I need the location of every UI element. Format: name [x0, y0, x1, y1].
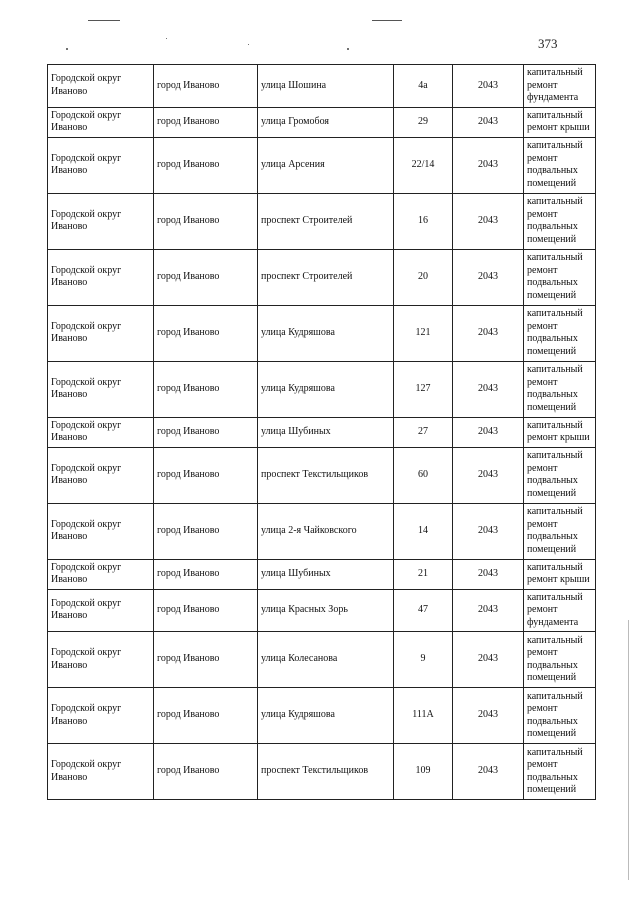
settlement-cell: город Иваново [154, 361, 258, 417]
municipality-cell: Городской округ Иваново [48, 417, 154, 447]
municipality-cell: Городской округ Иваново [48, 361, 154, 417]
year-cell: 2043 [453, 361, 524, 417]
table-row [48, 688, 596, 744]
year-cell: 2043 [453, 137, 524, 193]
house-number-cell: 14 [394, 503, 453, 559]
year-cell: 2043 [453, 107, 524, 137]
table-row [48, 361, 596, 417]
table-row [48, 65, 596, 108]
settlement-cell: город Иваново [154, 107, 258, 137]
work-type-cell: капитальный ремонт подвальных помещений [524, 744, 596, 800]
street-cell: проспект Текстильщиков [258, 744, 394, 800]
street-cell: проспект Строителей [258, 249, 394, 305]
settlement-cell: город Иваново [154, 417, 258, 447]
work-type-cell: капитальный ремонт подвальных помещений [524, 688, 596, 744]
work-type-cell: капитальный ремонт подвальных помещений [524, 447, 596, 503]
scan-artifact-speck [166, 38, 167, 39]
street-cell: улица Шошина [258, 65, 394, 108]
settlement-cell: город Иваново [154, 589, 258, 632]
municipality-cell: Городской округ Иваново [48, 744, 154, 800]
table-row [48, 447, 596, 503]
page-number: 373 [538, 36, 558, 51]
street-cell: проспект Строителей [258, 193, 394, 249]
table-row [48, 589, 596, 632]
house-number-cell: 9 [394, 632, 453, 688]
municipality-cell: Городской округ Иваново [48, 193, 154, 249]
municipality-cell: Городской округ Иваново [48, 632, 154, 688]
municipality-cell: Городской округ Иваново [48, 305, 154, 361]
street-cell: улица Шубиных [258, 417, 394, 447]
street-cell: улица Громобоя [258, 107, 394, 137]
house-number-cell: 29 [394, 107, 453, 137]
house-number-cell: 109 [394, 744, 453, 800]
street-cell: улица Колесанова [258, 632, 394, 688]
table-row [48, 503, 596, 559]
scan-artifact-speck [66, 48, 68, 50]
scan-artifact-speck [347, 48, 349, 50]
table-row [48, 249, 596, 305]
scan-edge-shadow [628, 620, 629, 880]
year-cell: 2043 [453, 305, 524, 361]
work-type-cell: капитальный ремонт фундамента [524, 65, 596, 108]
municipality-cell: Городской округ Иваново [48, 503, 154, 559]
settlement-cell: город Иваново [154, 688, 258, 744]
work-type-cell: капитальный ремонт крыши [524, 107, 596, 137]
work-type-cell: капитальный ремонт подвальных помещений [524, 249, 596, 305]
work-type-cell: капитальный ремонт подвальных помещений [524, 361, 596, 417]
registry-table-body [48, 65, 596, 800]
house-number-cell: 16 [394, 193, 453, 249]
year-cell: 2043 [453, 503, 524, 559]
year-cell: 2043 [453, 589, 524, 632]
municipality-cell: Городской округ Иваново [48, 249, 154, 305]
street-cell: проспект Текстильщиков [258, 447, 394, 503]
scan-artifact-line [88, 20, 120, 21]
municipality-cell: Городской округ Иваново [48, 137, 154, 193]
street-cell: улица Кудряшова [258, 688, 394, 744]
house-number-cell: 47 [394, 589, 453, 632]
street-cell: улица 2-я Чайковского [258, 503, 394, 559]
settlement-cell: город Иваново [154, 137, 258, 193]
house-number-cell: 60 [394, 447, 453, 503]
house-number-cell: 21 [394, 559, 453, 589]
house-number-cell: 121 [394, 305, 453, 361]
street-cell: улица Кудряшова [258, 361, 394, 417]
table-row [48, 744, 596, 800]
year-cell: 2043 [453, 193, 524, 249]
year-cell: 2043 [453, 744, 524, 800]
settlement-cell: город Иваново [154, 305, 258, 361]
settlement-cell: город Иваново [154, 65, 258, 108]
table-row [48, 137, 596, 193]
table-row [48, 107, 596, 137]
municipality-cell: Городской округ Иваново [48, 688, 154, 744]
street-cell: улица Арсения [258, 137, 394, 193]
house-number-cell: 20 [394, 249, 453, 305]
work-type-cell: капитальный ремонт подвальных помещений [524, 137, 596, 193]
table-row [48, 193, 596, 249]
work-type-cell: капитальный ремонт крыши [524, 417, 596, 447]
table-row [48, 417, 596, 447]
work-type-cell: капитальный ремонт подвальных помещений [524, 632, 596, 688]
street-cell: улица Красных Зорь [258, 589, 394, 632]
settlement-cell: город Иваново [154, 559, 258, 589]
house-number-cell: 4а [394, 65, 453, 108]
work-type-cell: капитальный ремонт подвальных помещений [524, 305, 596, 361]
scan-artifact-line [372, 20, 402, 21]
house-number-cell: 27 [394, 417, 453, 447]
table-row [48, 559, 596, 589]
year-cell: 2043 [453, 688, 524, 744]
work-type-cell: капитальный ремонт крыши [524, 559, 596, 589]
municipality-cell: Городской округ Иваново [48, 589, 154, 632]
settlement-cell: город Иваново [154, 744, 258, 800]
year-cell: 2043 [453, 632, 524, 688]
house-number-cell: 127 [394, 361, 453, 417]
settlement-cell: город Иваново [154, 447, 258, 503]
work-type-cell: капитальный ремонт подвальных помещений [524, 193, 596, 249]
year-cell: 2043 [453, 417, 524, 447]
house-number-cell: 22/14 [394, 137, 453, 193]
settlement-cell: город Иваново [154, 193, 258, 249]
settlement-cell: город Иваново [154, 249, 258, 305]
street-cell: улица Кудряшова [258, 305, 394, 361]
municipality-cell: Городской округ Иваново [48, 65, 154, 108]
scan-artifact-speck [248, 44, 249, 45]
municipality-cell: Городской округ Иваново [48, 447, 154, 503]
municipality-cell: Городской округ Иваново [48, 107, 154, 137]
table-row [48, 305, 596, 361]
settlement-cell: город Иваново [154, 632, 258, 688]
year-cell: 2043 [453, 447, 524, 503]
work-type-cell: капитальный ремонт фундамента [524, 589, 596, 632]
year-cell: 2043 [453, 249, 524, 305]
year-cell: 2043 [453, 559, 524, 589]
table-row [48, 632, 596, 688]
municipality-cell: Городской округ Иваново [48, 559, 154, 589]
year-cell: 2043 [453, 65, 524, 108]
settlement-cell: город Иваново [154, 503, 258, 559]
street-cell: улица Шубиных [258, 559, 394, 589]
work-type-cell: капитальный ремонт подвальных помещений [524, 503, 596, 559]
house-number-cell: 111А [394, 688, 453, 744]
registry-table [47, 64, 596, 800]
